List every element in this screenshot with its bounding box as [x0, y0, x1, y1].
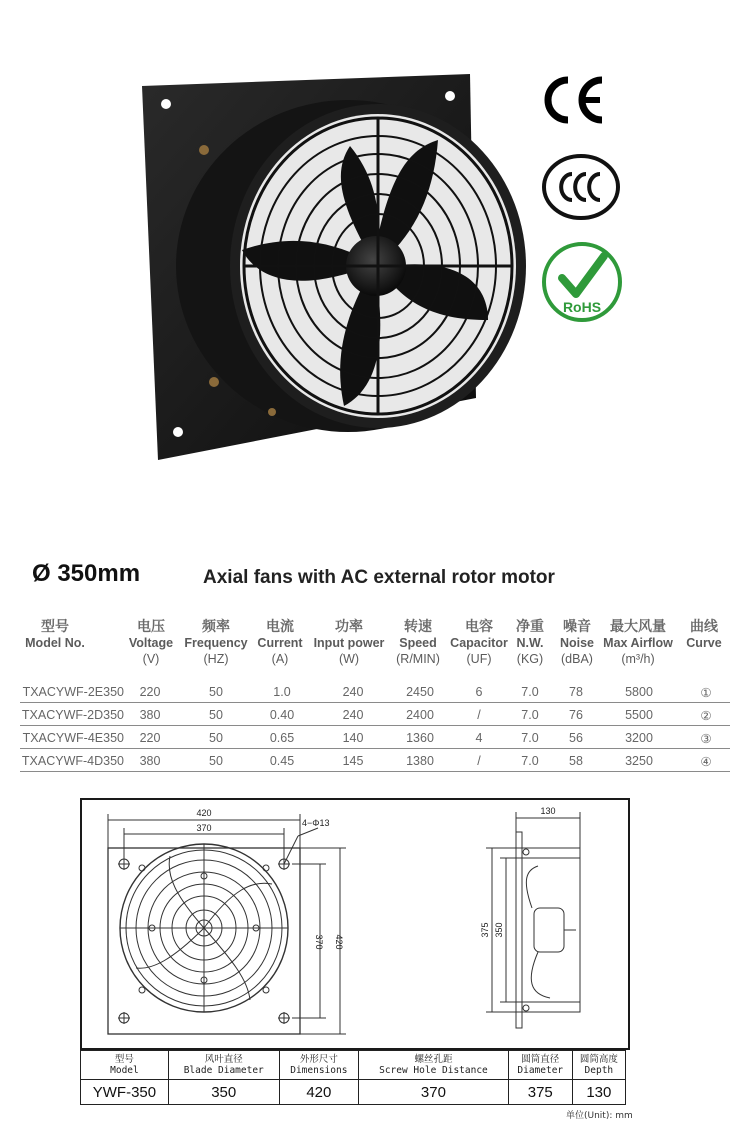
- dimension-header-cell: [359, 1051, 509, 1080]
- spec-header-en: N.W.: [516, 636, 544, 650]
- spec-cell: ①: [700, 686, 712, 700]
- dim-front-overall: 420: [196, 808, 212, 818]
- spec-header-zh: 电压: [137, 618, 165, 634]
- spec-header-en: Curve: [686, 636, 722, 650]
- spec-cell: 7.0: [521, 685, 539, 699]
- rohs-mark-icon: [540, 240, 624, 324]
- spec-cell: 6: [475, 685, 483, 699]
- spec-cell: 380: [139, 708, 161, 722]
- spec-cell: TXACYWF-4D350: [21, 754, 124, 768]
- dimension-value-cell: 420: [279, 1080, 358, 1105]
- spec-header-zh: 净重: [516, 618, 544, 634]
- dimension-header-cell: [279, 1051, 358, 1080]
- spec-cell: 1360: [406, 731, 434, 745]
- dim-side-depth: 130: [540, 806, 556, 816]
- spec-table: [20, 618, 730, 772]
- dim-front-hole-spacing: 370: [196, 823, 212, 833]
- dimension-header-zh: 风叶直径: [204, 1054, 243, 1065]
- dimension-header-zh: 圆筒直径: [521, 1054, 560, 1065]
- technical-drawing: [80, 798, 630, 1050]
- spec-header-unit: (W): [338, 652, 360, 666]
- dimension-table-values: [81, 1080, 626, 1105]
- dimension-value-cell: 370: [359, 1080, 509, 1105]
- spec-header-zh: 功率: [335, 618, 363, 634]
- dim-side-height-inner: 350: [494, 922, 504, 938]
- ccc-mark-icon: [540, 152, 622, 222]
- spec-cell: 50: [209, 754, 223, 768]
- spec-cell: 1380: [406, 754, 434, 768]
- spec-cell: 5800: [625, 685, 653, 699]
- spec-cell: 220: [139, 685, 161, 699]
- spec-header-en: Max Airflow: [603, 636, 673, 650]
- unit-note: 单位(Unit): mm: [566, 1111, 633, 1121]
- spec-header-unit: (dBA): [561, 652, 593, 666]
- spec-header-en: Noise: [559, 636, 595, 650]
- dimension-header-zh: 型号: [114, 1054, 134, 1065]
- spec-cell: 7.0: [521, 754, 539, 768]
- spec-cell: 380: [139, 754, 161, 768]
- spec-cell: 240: [342, 708, 364, 722]
- spec-header-6: [448, 618, 510, 667]
- spec-header-4: [310, 618, 388, 667]
- spec-header-zh: 型号: [41, 618, 69, 634]
- dimension-header-en: Model: [110, 1065, 139, 1076]
- spec-table-header: [20, 618, 730, 680]
- spec-cell: 5500: [625, 708, 653, 722]
- spec-cell: 1.0: [273, 685, 291, 699]
- spec-header-9: [598, 618, 678, 667]
- spec-header-8: [556, 618, 598, 667]
- spec-header-en: Current: [257, 636, 303, 650]
- spec-cell: 0.65: [269, 731, 295, 745]
- spec-row: [20, 680, 730, 703]
- spec-header-unit: (V): [142, 652, 160, 666]
- spec-cell: ④: [700, 755, 712, 769]
- dimension-value-cell: 130: [572, 1080, 625, 1105]
- spec-cell: 50: [209, 685, 223, 699]
- spec-cell: 7.0: [521, 731, 539, 745]
- spec-cell: 2450: [406, 685, 434, 699]
- dimension-header-cell: [508, 1051, 572, 1080]
- spec-header-3: [254, 618, 306, 667]
- spec-cell: 50: [209, 708, 223, 722]
- product-photo: [138, 70, 538, 470]
- spec-header-zh: 转速: [404, 618, 432, 634]
- spec-cell: 0.40: [269, 708, 295, 722]
- spec-cell: TXACYWF-2E350: [22, 685, 124, 699]
- spec-cell: TXACYWF-2D350: [21, 708, 124, 722]
- spec-header-unit: (m³/h): [621, 652, 655, 666]
- spec-row: [20, 726, 730, 749]
- spec-cell: 50: [209, 731, 223, 745]
- dimension-header-cell: [168, 1051, 279, 1080]
- dimension-header-en: Blade Diameter: [183, 1065, 264, 1076]
- dimension-header-en: Diameter: [517, 1065, 564, 1076]
- dimension-table: [80, 1050, 626, 1105]
- dimension-value-cell: 375: [508, 1080, 572, 1105]
- dimension-header-en: Screw Hole Distance: [379, 1065, 488, 1076]
- spec-cell: 220: [139, 731, 161, 745]
- dim-side-height-outer: 375: [480, 922, 490, 938]
- dimension-table-header: [81, 1051, 626, 1080]
- dimension-header-en: Dimensions: [290, 1065, 348, 1076]
- spec-header-unit: (HZ): [203, 652, 229, 666]
- spec-cell: 240: [342, 685, 364, 699]
- spec-header-en: Input power: [313, 636, 385, 650]
- spec-header-en: Capacitor: [450, 636, 508, 650]
- spec-header-10: [682, 618, 726, 667]
- spec-header-zh: 频率: [202, 618, 230, 634]
- fan-diameter-title: Ø 350mm: [32, 560, 141, 587]
- dimension-header-cell: [572, 1051, 625, 1080]
- spec-header-unit: (KG): [516, 652, 544, 666]
- svg-text:RoHS: RoHS: [562, 299, 602, 315]
- spec-header-zh: 噪音: [563, 618, 591, 634]
- dimension-value-cell: YWF-350: [81, 1080, 169, 1105]
- spec-cell: ③: [700, 732, 712, 746]
- spec-header-unit: [682, 651, 726, 667]
- spec-header-unit: [20, 651, 90, 667]
- spec-cell: 145: [342, 754, 364, 768]
- spec-header-unit: (A): [271, 652, 289, 666]
- spec-header-zh: 电容: [465, 618, 493, 634]
- spec-cell: 0.45: [269, 754, 295, 768]
- dim-front-height-overall: 420: [334, 934, 344, 950]
- dimension-header-cell: [81, 1051, 169, 1080]
- spec-header-unit: (R/MIN): [396, 652, 440, 666]
- spec-header-unit: (UF): [466, 652, 492, 666]
- spec-header-zh: 电流: [266, 618, 294, 634]
- dimension-header-zh: 外形尺寸: [299, 1054, 338, 1065]
- dimension-header-zh: 螺丝孔距: [414, 1054, 453, 1065]
- dimension-header-en: Depth: [584, 1065, 614, 1076]
- spec-cell: 4: [475, 731, 483, 745]
- spec-cell: 7.0: [521, 708, 539, 722]
- spec-cell: ②: [700, 709, 712, 723]
- dim-front-height-holes: 370: [314, 934, 324, 950]
- spec-cell: 56: [569, 731, 583, 745]
- spec-header-zh: 曲线: [690, 618, 718, 634]
- dimension-value-cell: 350: [168, 1080, 279, 1105]
- spec-header-5: [390, 618, 446, 667]
- spec-header-en: Speed: [399, 636, 437, 650]
- spec-cell: TXACYWF-4E350: [22, 731, 124, 745]
- spec-cell: 2400: [406, 708, 434, 722]
- spec-header-en: Frequency: [184, 636, 248, 650]
- product-series-title: Axial fans with AC external rotor motor: [203, 567, 555, 588]
- spec-cell: 3200: [625, 731, 653, 745]
- spec-row: [20, 749, 730, 772]
- spec-header-en: Model No.: [25, 636, 85, 650]
- dim-hole-count: 4−Φ13: [302, 818, 330, 828]
- spec-header-1: [126, 618, 176, 667]
- ce-mark-icon: [540, 74, 610, 126]
- spec-cell: 78: [569, 685, 583, 699]
- spec-header-zh: 最大风量: [610, 618, 666, 634]
- spec-cell: /: [477, 708, 481, 722]
- spec-row: [20, 703, 730, 726]
- spec-header-0: [20, 618, 90, 667]
- spec-cell: 3250: [625, 754, 653, 768]
- spec-cell: /: [477, 754, 481, 768]
- spec-cell: 140: [342, 731, 364, 745]
- spec-cell: 76: [569, 708, 583, 722]
- spec-cell: 58: [569, 754, 583, 768]
- dimension-header-zh: 圆筒高度: [579, 1054, 618, 1065]
- spec-header-7: [510, 618, 550, 667]
- spec-table-body: [20, 680, 730, 772]
- spec-header-2: [180, 618, 252, 667]
- spec-header-en: Voltage: [128, 636, 174, 650]
